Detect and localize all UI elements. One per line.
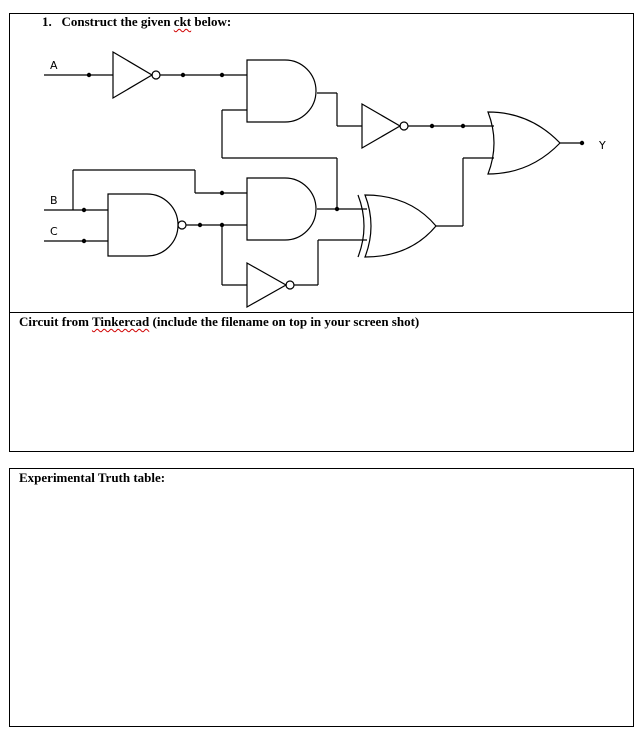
junction-dot [87, 73, 90, 76]
xor-gate-back-curve [358, 195, 364, 257]
junction-dot [430, 124, 433, 127]
nand-gate-bubble [178, 221, 186, 229]
junction-dot [335, 207, 338, 210]
tinkercad-text-after: (include the filename on top in your screen shot) [149, 314, 420, 329]
junction-dot [82, 208, 85, 211]
junction-dot [181, 73, 184, 76]
not-gate-2-bubble [400, 122, 408, 130]
not-gate-1 [113, 52, 152, 98]
junction-dot [198, 223, 201, 226]
input-label-a: A [50, 59, 58, 72]
not-gate-3 [247, 263, 286, 307]
input-label-c: C [50, 225, 58, 238]
junction-dot [220, 191, 223, 194]
or-gate [488, 112, 560, 174]
not-gate-1-bubble [152, 71, 160, 79]
junction-dot [580, 141, 583, 144]
and-gate-2 [247, 178, 316, 240]
input-label-b: B [50, 194, 58, 207]
truth-table-cell [9, 468, 634, 727]
and-gate-1 [247, 60, 316, 122]
not-gate-2 [362, 104, 400, 148]
tinkercad-cell [9, 312, 634, 452]
tinkercad-text-before: Circuit from [19, 314, 92, 329]
heading-text-underlined: ckt [173, 14, 192, 29]
tinkercad-label [19, 314, 419, 330]
output-label-y: Y [599, 139, 606, 152]
heading-text-after: below: [191, 14, 232, 29]
tinkercad-word: Tinkercad [91, 314, 150, 329]
xor-gate [365, 195, 436, 257]
nand-gate [108, 194, 178, 256]
truth-table-label: Experimental Truth table: [19, 470, 166, 485]
question-number: 1. [42, 14, 52, 29]
logic-circuit-diagram [0, 0, 641, 320]
heading-text-before: Construct the given [61, 14, 174, 29]
junction-dot [220, 73, 223, 76]
junction-dot [461, 124, 464, 127]
junction-dot [82, 239, 85, 242]
